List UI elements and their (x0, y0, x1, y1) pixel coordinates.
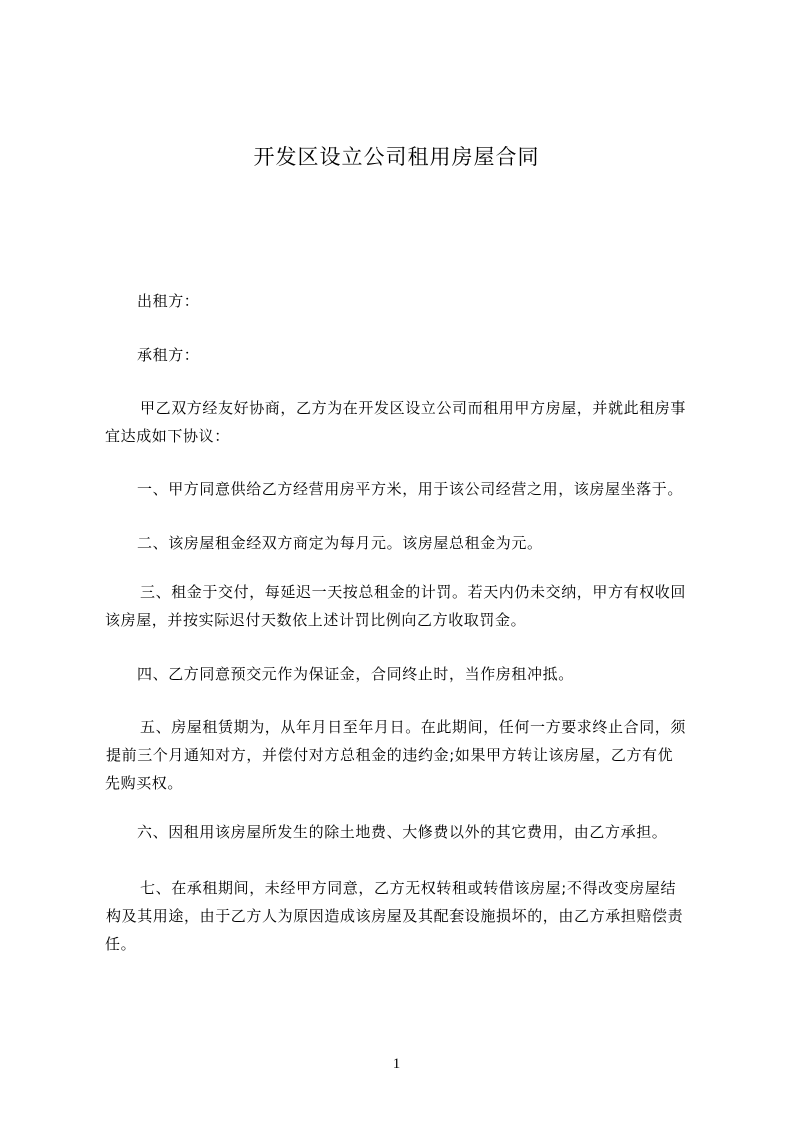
clause-7-line-1: 七、在承租期间，未经甲方同意，乙方无权转租或转借该房屋;不得改变房屋结 (140, 879, 677, 897)
clause-7-line-2: 构及其用途，由于乙方人为原因造成该房屋及其配套设施损坏的，由乙方承担赔偿责 (106, 907, 684, 925)
clause-7 (105, 874, 705, 958)
lessor-line: 出租方： (137, 292, 200, 310)
clause-3-line-1: 三、租金于交付，每延迟一天按总租金的计罚。若天内仍未交纳，甲方有权收回 (140, 583, 687, 601)
clause-5-line-3: 先购买权。 (105, 774, 184, 792)
clause-5 (105, 713, 705, 797)
clause-5-line-2: 提前三个月通知对方，并偿付对方总租金的违约金;如果甲方转让该房屋，乙方有优 (106, 746, 674, 764)
clause-6: 六、因租用该房屋所发生的除土地费、大修费以外的其它费用，由乙方承担。 (137, 823, 668, 841)
clause-3-line-2: 该房屋，并按实际迟付天数依上述计罚比例向乙方收取罚金。 (105, 611, 527, 629)
preamble-line-1: 甲乙双方经友好协商，乙方为在开发区设立公司而租用甲方房屋，并就此租房事 (140, 399, 687, 417)
document-title: 开发区设立公司租用房屋合同 (253, 145, 540, 169)
clause-5-line-1: 五、房屋租赁期为，从年月日至年月日。在此期间，任何一方要求终止合同，须 (140, 718, 687, 736)
clause-1: 一、甲方同意供给乙方经营用房平方米，用于该公司经营之用，该房屋坐落于。 (137, 480, 684, 498)
clause-3 (105, 578, 705, 634)
preamble-line-2: 宜达成如下协议： (105, 427, 230, 445)
clause-7-line-3: 任。 (105, 935, 137, 953)
page-number: 1 (392, 1056, 401, 1072)
lessee-line: 承租方： (137, 346, 200, 364)
clause-4: 四、乙方同意预交元作为保证金，合同终止时，当作房租冲抵。 (137, 665, 574, 683)
clause-2: 二、该房屋租金经双方商定为每月元。该房屋总租金为元。 (137, 534, 543, 552)
preamble-paragraph (105, 394, 705, 450)
